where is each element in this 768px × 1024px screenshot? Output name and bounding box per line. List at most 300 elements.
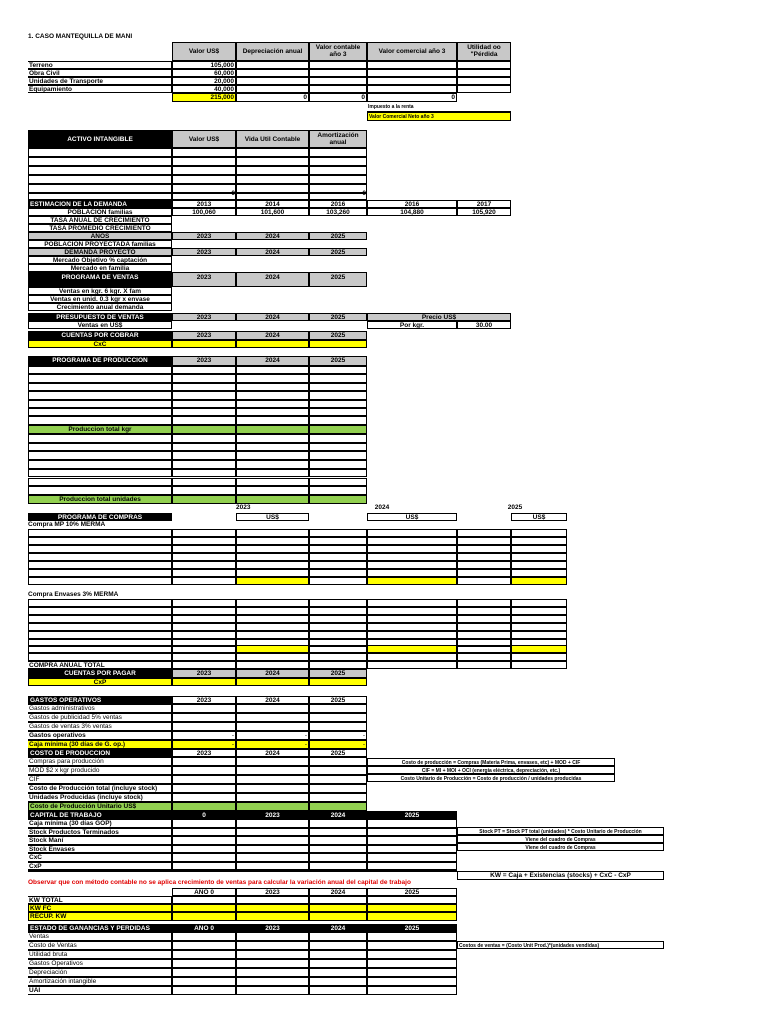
egp-cell (172, 959, 236, 968)
compras-year: 2024 (374, 504, 390, 511)
capital-row-label: CxP (28, 862, 172, 871)
intangible-cell (28, 184, 172, 193)
compra-cell (172, 631, 236, 639)
compra-cell (236, 599, 309, 607)
compra-cell (236, 553, 309, 561)
prod-total-cell (309, 495, 367, 504)
compra-cell (236, 545, 309, 553)
capital-cell (236, 845, 309, 854)
y3-year: 2025 (309, 331, 367, 340)
prod-total-cell (309, 425, 367, 434)
prod-cell (236, 451, 309, 460)
costo-cell (309, 757, 367, 766)
asset-cell (309, 69, 367, 77)
egp-cell (309, 959, 367, 968)
prod-cell (236, 416, 309, 424)
compra-cell (457, 569, 511, 577)
intangible-cell (236, 184, 309, 193)
demand-year: 2016 (309, 200, 367, 208)
asset-row-label: Terreno (28, 61, 172, 69)
egp-cell (172, 968, 236, 977)
kw-cell (309, 912, 367, 921)
egp-title: ESTADO DE GANANCIAS Y PERDIDAS (28, 924, 172, 932)
prod-cell (28, 391, 172, 399)
pop-value: 101,600 (236, 208, 309, 216)
asset-comm-total: 0 (367, 93, 457, 102)
egp-cell (309, 941, 367, 950)
prod-cell (28, 478, 172, 487)
asset-row-label: Equipamiento (28, 85, 172, 93)
compra-cell (172, 553, 236, 561)
compra-cell (28, 545, 172, 553)
prod-cell (236, 366, 309, 374)
compra-cell (309, 545, 367, 553)
y3-year: 2024 (236, 356, 309, 366)
compra-cell (236, 645, 309, 653)
egp-cell (172, 977, 236, 986)
gastos-cell (309, 713, 367, 722)
compra-cell (309, 553, 367, 561)
compra-cell (511, 645, 567, 653)
intangible-header-text: Amortización anual (317, 132, 359, 146)
compra-cell (367, 631, 457, 639)
compra-cell (511, 661, 567, 669)
y3-year: 2024 (236, 248, 309, 256)
compra-cell (28, 623, 172, 631)
kw-row-label: KW FC (28, 904, 172, 912)
costo-cell (309, 793, 367, 802)
gastos-cell (236, 713, 309, 722)
asset-cell (236, 85, 309, 93)
capital-note-1: Stock PT = Stock PT total (unidades) * Costo Unitario de Producción (457, 827, 664, 835)
compra-cell (457, 537, 511, 545)
costo-row-label: Costo de Producción total (incluye stock) (28, 784, 172, 793)
costo-note-1: Costo de producción = Compras (Materia Prima, envases, etc) + MOD + CIF (367, 758, 615, 766)
kw-row-label: KW TOTAL (28, 896, 172, 904)
intangible-total-b: 0 (362, 190, 366, 197)
asset-cell (457, 77, 511, 85)
egp-cell (309, 968, 367, 977)
prod-cell (236, 486, 309, 495)
asset-total: 215,000 (172, 93, 236, 102)
capital-cell (172, 819, 236, 828)
prod-cell (236, 460, 309, 469)
costo-row-label: CIF (28, 775, 172, 784)
gastos-cell: - (309, 731, 367, 740)
mercado-obj-label: Mercado Objetivo % captación (28, 256, 172, 264)
costo-row-label: Unidades Producidas (incluye stock) (28, 793, 172, 802)
asset-cell (367, 77, 457, 85)
y3-year: 2024 (236, 669, 309, 678)
prod-cell (309, 469, 367, 478)
tax-label (367, 103, 511, 112)
compra-cell (511, 577, 567, 585)
egp-row-label: Gastos Operativos (28, 959, 172, 968)
compra-cell (309, 561, 367, 569)
y3-year: 2025 (309, 248, 367, 256)
compra-cell (172, 577, 236, 585)
capital-title: CAPITAL DE TRABAJO (28, 811, 172, 819)
asset-cell (236, 61, 309, 69)
costo-cell (172, 784, 236, 793)
prod-cell (236, 434, 309, 443)
egp-cell (236, 986, 309, 995)
capital-cell (367, 870, 457, 872)
intangible-cell (172, 175, 236, 184)
compras-year: 2023 (236, 504, 251, 511)
compra-cell (457, 561, 511, 569)
egp-cell (172, 932, 236, 941)
costo-cell (236, 802, 309, 811)
avg-growth-label: TASA PROMEDIO CRECIMIENTO (28, 224, 172, 232)
gastos-row-label: Gastos de publicidad 5% ventas (28, 713, 172, 722)
y3-year: 2024 (236, 232, 309, 240)
assets-header-util (457, 42, 511, 61)
compra-cell (511, 631, 567, 639)
net-comm-label (367, 112, 511, 121)
prod-cell (172, 391, 236, 399)
demand-year: 2016 (367, 200, 457, 208)
intangible-header: Vida Util Contable (236, 130, 309, 148)
costo-cell (309, 802, 367, 811)
compra-cell (309, 653, 367, 661)
compra-cell (236, 561, 309, 569)
compra-cell (28, 653, 172, 661)
y3-year: 2024 (236, 272, 309, 287)
page-title: 1. CASO MANTEQUILLA DE MANI (28, 33, 133, 40)
intangible-header: Valor US$ (172, 130, 236, 148)
egp-cell (367, 986, 457, 995)
intangible-cell (236, 166, 309, 175)
compra-cell (172, 537, 236, 545)
assets-header-book (309, 42, 367, 61)
capital-cell (367, 836, 457, 845)
egp-year: 2023 (236, 924, 309, 932)
costo-cell (172, 775, 236, 784)
compra-cell (511, 561, 567, 569)
prod-cell (172, 434, 236, 443)
capital-cell (367, 819, 457, 828)
prod-cell (236, 400, 309, 408)
intangible-cell (309, 157, 367, 166)
capital-row-label: CxC (28, 853, 172, 862)
prod-cell (309, 374, 367, 382)
compra-cell (457, 645, 511, 653)
asset-value: 60,000 (172, 69, 236, 77)
costo-row-label: Costo de Producción Unitario US$ (28, 802, 172, 811)
asset-cell (309, 85, 367, 93)
capital-year: 0 (172, 811, 236, 819)
gastos-cell (172, 704, 236, 713)
compra-cell (236, 569, 309, 577)
capital-cell (236, 870, 309, 872)
egp-cell (367, 932, 457, 941)
y3-year: 2025 (309, 669, 367, 678)
capital-cell (172, 862, 236, 871)
prod-cell (309, 443, 367, 452)
asset-cell (236, 69, 309, 77)
prod-cell (172, 460, 236, 469)
prod-cell (309, 383, 367, 391)
compras-year: 2025 (507, 504, 523, 511)
presupuesto-label: PRESUPUESTO DE VENTAS (28, 313, 172, 321)
mercado-fam-label: Mercado en familia (28, 264, 172, 272)
gastos-row-label: Caja mínima (30 días de G. op.) (28, 740, 172, 749)
egp-row-label: Amortización intangible (28, 977, 172, 986)
egp-cell (236, 941, 309, 950)
prod-cell (28, 469, 172, 478)
prod-cell (28, 383, 172, 391)
prod-cell (172, 416, 236, 424)
egp-cell (309, 986, 367, 995)
prod-cell (28, 443, 172, 452)
prod-cell (172, 486, 236, 495)
pop-label: POBLACION familias (28, 208, 172, 216)
prod-total-und: Produccion total unidades (28, 495, 172, 504)
compra-cell (457, 545, 511, 553)
intangible-cell (28, 175, 172, 184)
compra-cell (511, 553, 567, 561)
produccion-title: PROGRAMA DE PRODUCCION (28, 356, 172, 366)
compra-cell (28, 569, 172, 577)
costo-note-2: CIF = MI + MOI + OCI (energía eléctrica, depreciación, etc.) (367, 766, 615, 774)
gastos-year: 2024 (236, 696, 309, 704)
compra-cell (28, 561, 172, 569)
asset-book-total: 0 (309, 93, 367, 102)
compra-cell (309, 607, 367, 615)
compra-cell (367, 607, 457, 615)
costo-cell (236, 757, 309, 766)
kw-year: 2024 (309, 888, 367, 896)
prod-total-cell (236, 425, 309, 434)
capital-cell (172, 853, 236, 862)
asset-cell (236, 77, 309, 85)
kw-row-label: RECUP. KW (28, 912, 172, 921)
capital-note-3: Viene del cuadro de Compras (457, 843, 664, 851)
prod-cell (172, 469, 236, 478)
costo-year: 2025 (309, 749, 367, 757)
intangible-cell (28, 148, 172, 157)
compra-cell (309, 569, 367, 577)
cxc-row: CxC (28, 340, 172, 348)
kw-cell (236, 912, 309, 921)
demand-year: 2017 (457, 200, 511, 208)
asset-cell (309, 77, 367, 85)
gastos-cell: - (172, 731, 236, 740)
compra-cell (309, 529, 367, 537)
egp-year: 2025 (367, 924, 457, 932)
prod-cell (309, 451, 367, 460)
intangible-cell (236, 157, 309, 166)
intangible-cell (236, 193, 309, 200)
gastos-title: GASTOS OPERATIVOS (28, 696, 172, 704)
prod-cell (309, 400, 367, 408)
capital-row-label: Caja mínima (30 días GOP) (28, 819, 172, 828)
ventas-kgr-label: Ventas en kgr. 6 kgr. X fam (28, 287, 172, 295)
asset-cell (309, 61, 367, 69)
egp-cell (367, 959, 457, 968)
egp-cell (236, 932, 309, 941)
compra-cell (236, 607, 309, 615)
gastos-row-label: Gastos de ventas 3% ventas (28, 722, 172, 731)
compra-cell (309, 577, 367, 585)
intangible-title: ACTIVO INTANGIBLE (28, 130, 172, 148)
prod-total-cell (172, 425, 236, 434)
compra-cell (511, 537, 567, 545)
kw-cell (236, 896, 309, 904)
kw-cell (172, 896, 236, 904)
gastos-year: 2025 (309, 696, 367, 704)
prod-cell (172, 478, 236, 487)
egp-row-label: Utilidad bruta (28, 950, 172, 959)
intangible-total-a: 0 (231, 190, 235, 197)
compra-cell (172, 661, 236, 669)
compra-cell (457, 615, 511, 623)
compra-cell (457, 577, 511, 585)
cxp-title: CUENTAS POR PAGAR (28, 669, 172, 678)
prod-cell (28, 434, 172, 443)
prod-total-cell (172, 495, 236, 504)
egp-cell (367, 950, 457, 959)
gastos-cell (172, 713, 236, 722)
gastos-row-label: Gastos operativos (28, 731, 172, 740)
capital-cell (236, 862, 309, 871)
intangible-cell (236, 175, 309, 184)
costo-cell (172, 793, 236, 802)
costo-cell (172, 802, 236, 811)
intangible-cell (309, 175, 367, 184)
gastos-cell (172, 722, 236, 731)
compra-cell (28, 599, 172, 607)
capital-year: 2023 (236, 811, 309, 819)
compra-cell (457, 623, 511, 631)
compra-env-label: Compra Envases 3% MERMA (28, 591, 119, 598)
compra-cell (511, 623, 567, 631)
prod-cell (236, 374, 309, 382)
prod-cell (236, 443, 309, 452)
compra-cell (457, 631, 511, 639)
capital-cell (172, 870, 236, 872)
costo-cell (236, 775, 309, 784)
kw-cell (172, 912, 236, 921)
intangible-cell (28, 157, 172, 166)
ventas-usd-label: Ventas en US$ (28, 321, 172, 329)
prod-cell (28, 416, 172, 424)
compra-cell (172, 545, 236, 553)
growth-label: TASA ANUAL DE CRECIMIENTO (28, 216, 172, 224)
asset-cell (457, 85, 511, 93)
asset-value: 40,000 (172, 85, 236, 93)
compra-cell (28, 537, 172, 545)
capital-cell (367, 828, 457, 837)
prod-cell (236, 383, 309, 391)
compra-total-label: COMPRA ANUAL TOTAL (28, 661, 172, 669)
costo-cell (172, 757, 236, 766)
compra-cell (236, 529, 309, 537)
capital-row-label: Stock Maní (28, 836, 172, 845)
cxp-cell (172, 678, 236, 686)
kw-cell (367, 904, 457, 912)
y3-year: 2025 (309, 356, 367, 366)
gastos-row-label: Gastos administrativos (28, 704, 172, 713)
por-kgr-label: Por kgr. (367, 321, 457, 329)
compra-cell (511, 607, 567, 615)
prod-total-kgr: Produccion total kgr (28, 425, 172, 434)
capital-cell (367, 862, 457, 871)
y3-year: 2025 (309, 232, 367, 240)
capital-row-label: Stock Envases (28, 845, 172, 854)
compra-cell (28, 615, 172, 623)
compra-cell (236, 577, 309, 585)
y3-year: 2025 (309, 313, 367, 321)
compra-cell (28, 577, 172, 585)
compras-title: PROGRAMA DE COMPRAS (28, 513, 172, 521)
assets-header-valor: Valor US$ (172, 42, 236, 61)
compra-cell (172, 529, 236, 537)
prod-cell (172, 451, 236, 460)
egp-cell (309, 977, 367, 986)
compra-cell (236, 623, 309, 631)
asset-row-label: Unidades de Transporte (28, 77, 172, 85)
capital-warning: Observar que con método contable no se aplica crecimiento de ventas para calcular la variación anual del capital de trabajo (28, 879, 411, 886)
tax-label-text: Impuesto a la renta (368, 104, 414, 110)
egp-cell (236, 950, 309, 959)
compra-cell (457, 607, 511, 615)
compra-cell (367, 661, 457, 669)
prod-cell (172, 374, 236, 382)
gastos-cell: - (236, 740, 309, 749)
compra-cell (367, 615, 457, 623)
dem-proj-label: DEMANDA PROYECTO (28, 248, 172, 256)
compra-cell (172, 607, 236, 615)
net-comm-label-text: Valor Comercial Neto año 3 (369, 114, 434, 120)
capital-cell (172, 828, 236, 837)
costo-cell (309, 766, 367, 775)
prod-cell (309, 408, 367, 416)
compra-cell (367, 653, 457, 661)
pop-value: 103,260 (309, 208, 367, 216)
compra-cell (457, 529, 511, 537)
capital-row-label: Stock Productos Terminados (28, 828, 172, 837)
compra-cell (511, 569, 567, 577)
compra-cell (172, 561, 236, 569)
prod-cell (28, 400, 172, 408)
asset-cell (367, 69, 457, 77)
costo-cell (172, 766, 236, 775)
compra-cell (172, 645, 236, 653)
cxp-row: CxP (28, 678, 172, 686)
kw-year: 2025 (367, 888, 457, 896)
precio-value: 30.00 (457, 321, 511, 329)
capital-cell (236, 828, 309, 837)
compra-cell (309, 623, 367, 631)
compra-cell (172, 569, 236, 577)
prod-total-cell (236, 495, 309, 504)
compra-cell (367, 553, 457, 561)
asset-row-label: Obra Civil (28, 69, 172, 77)
intangible-cell (28, 193, 172, 200)
egp-cell (367, 977, 457, 986)
compra-mp-label: Compra MP 10% MERMA (28, 521, 106, 528)
gastos-year: 2023 (172, 696, 236, 704)
costo-row-label: Compras para producción (28, 757, 172, 766)
crec-anual-label: Crecimiento anual demanda (28, 303, 172, 311)
demand-year: 2013 (172, 200, 236, 208)
costo-cell (236, 784, 309, 793)
prog-ventas-label: PROGRAMA DE VENTAS (28, 272, 172, 287)
years-label: AÑOS (28, 232, 172, 240)
cxc-cell (236, 340, 309, 348)
